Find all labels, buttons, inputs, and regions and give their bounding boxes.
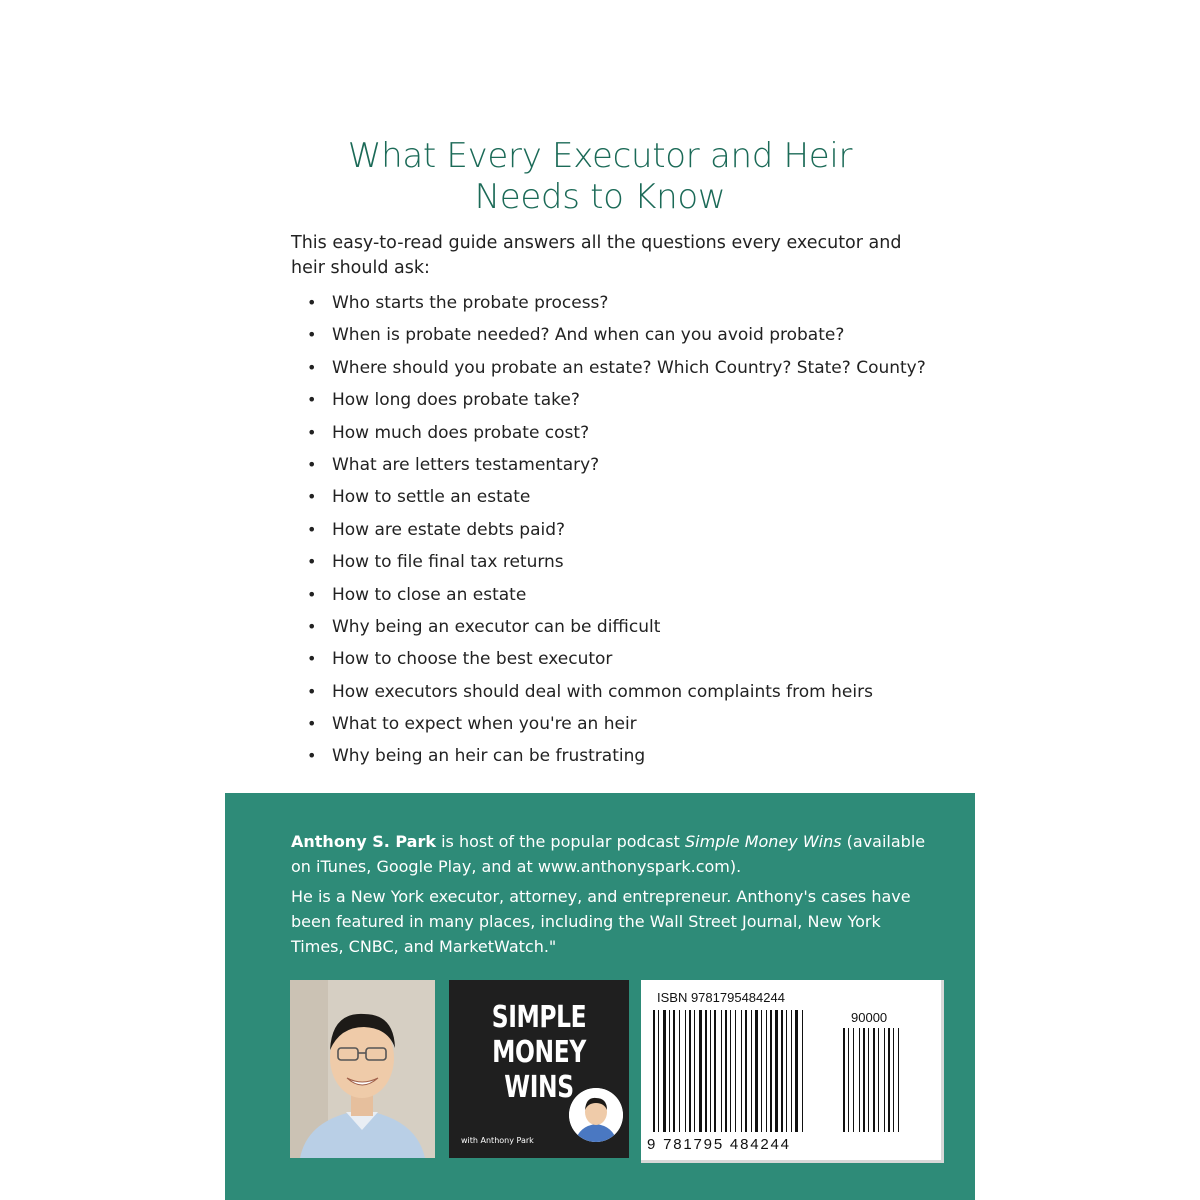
bullet-icon: • <box>307 422 317 442</box>
barcode-bar <box>848 1028 849 1132</box>
barcode-bar <box>853 1028 854 1132</box>
barcode-bar <box>791 1010 792 1132</box>
question-text: Why being an heir can be frustrating <box>332 746 646 767</box>
podcast-title-line-1: SIMPLE <box>491 1000 587 1035</box>
cover-heading <box>225 136 975 218</box>
bullet-icon: • <box>307 357 317 377</box>
question-text: How to choose the best executor <box>332 649 613 670</box>
question-text: Why being an executor can be difficult <box>332 616 661 637</box>
barcode-bar <box>859 1028 860 1132</box>
barcode-bar <box>714 1010 716 1132</box>
list-item <box>302 384 962 416</box>
podcast-title-line-2: MONEY <box>492 1035 586 1070</box>
list-item <box>302 676 962 708</box>
podcast-name: Simple Money Wins <box>684 832 842 851</box>
question-text: How long does probate take? <box>332 390 580 411</box>
barcode-bar <box>888 1028 890 1132</box>
heading-line-2: Needs to Know <box>474 177 726 217</box>
barcode-bar <box>689 1010 691 1132</box>
barcode-bar <box>741 1010 742 1132</box>
bullet-icon: • <box>307 390 317 410</box>
barcode-bar <box>755 1010 758 1132</box>
list-item <box>302 708 962 740</box>
question-text: How executors should deal with common complaints from heirs <box>332 681 873 702</box>
barcode-bar <box>884 1028 885 1132</box>
bullet-icon: • <box>307 325 317 345</box>
barcode-bar <box>751 1010 752 1132</box>
bullet-icon: • <box>307 293 317 312</box>
bullet-icon: • <box>307 487 317 507</box>
bio-paragraph-2: He is a New York executor, attorney, and entrepreneur. Anthony's cases have been featured in many places, including the Wall Street Journal, New York Times, CNBC, and MarketWatch." <box>291 887 911 956</box>
podcast-host-avatar <box>569 1088 623 1142</box>
barcode-bar <box>669 1010 670 1132</box>
bio-text-a: is host of the popular podcast <box>436 832 685 851</box>
author-panel <box>225 793 975 1200</box>
question-text: What are letters testamentary? <box>332 454 600 475</box>
question-text: How to close an estate <box>332 584 527 605</box>
barcode-bar <box>685 1010 686 1132</box>
barcode-bar <box>786 1010 787 1132</box>
list-item <box>302 643 962 675</box>
list-item <box>302 417 962 449</box>
bullet-icon: • <box>307 454 317 474</box>
question-text: Where should you probate an estate? Which Country? State? County? <box>332 357 926 378</box>
barcode-bar <box>868 1028 869 1132</box>
barcode-bar <box>893 1028 894 1132</box>
list-item <box>302 481 962 513</box>
list-item <box>302 740 962 772</box>
bullet-icon: • <box>307 714 317 734</box>
barcode-bar <box>658 1010 659 1132</box>
bullet-icon: • <box>307 519 317 539</box>
isbn-digits: 9 781795 484244 <box>647 1136 791 1153</box>
barcode-bar <box>679 1010 680 1132</box>
list-item <box>302 319 962 351</box>
list-item <box>302 611 962 643</box>
podcast-cover <box>449 980 629 1158</box>
question-text: How are estate debts paid? <box>332 519 566 540</box>
barcode-bar <box>705 1010 707 1132</box>
barcode-bar <box>795 1010 798 1132</box>
barcode-bar <box>673 1010 675 1132</box>
barcode-bar <box>694 1010 695 1132</box>
barcode-bar <box>663 1010 666 1132</box>
list-item <box>302 449 962 481</box>
barcode-bar <box>761 1010 762 1132</box>
podcast-title-line-3: WINS <box>504 1070 574 1105</box>
question-text: Who starts the probate process? <box>332 293 609 313</box>
list-item <box>302 352 962 384</box>
barcode-bar <box>745 1010 747 1132</box>
barcode-bar <box>873 1028 875 1132</box>
bullet-icon: • <box>307 681 317 701</box>
question-text: What to expect when you're an heir <box>332 714 637 735</box>
question-text: When is probate needed? And when can you avoid probate? <box>332 325 845 346</box>
barcode-bar <box>781 1010 783 1132</box>
book-back-cover <box>225 0 975 1200</box>
barcode-bar <box>843 1028 845 1132</box>
question-list <box>302 287 962 773</box>
list-item <box>302 287 962 319</box>
barcode-bar <box>730 1010 731 1132</box>
bullet-icon: • <box>307 584 317 604</box>
author-photo <box>290 980 435 1158</box>
isbn-label: ISBN 9781795484244 <box>657 990 785 1005</box>
price-code: 90000 <box>851 1010 888 1025</box>
list-item <box>302 579 962 611</box>
barcode-bar <box>653 1010 655 1132</box>
barcode-bar <box>775 1010 778 1132</box>
heading-line-1: What Every Executor and Heir <box>347 136 853 176</box>
barcode-bar <box>802 1010 803 1132</box>
barcode-bar <box>863 1028 865 1132</box>
barcode-bar <box>710 1010 711 1132</box>
barcode-bar <box>770 1010 772 1132</box>
isbn-barcode <box>641 980 944 1163</box>
list-item <box>302 514 962 546</box>
barcode-bar <box>725 1010 727 1132</box>
intro-text: This easy-to-read guide answers all the questions every executor and heir should ask: <box>291 233 902 278</box>
barcode-bar <box>878 1028 879 1132</box>
bio-paragraph-1 <box>291 829 931 879</box>
question-text: How to file final tax returns <box>332 552 564 573</box>
question-text: How much does probate cost? <box>332 422 590 443</box>
podcast-host-credit: with Anthony Park <box>461 1136 534 1145</box>
bullet-icon: • <box>307 746 317 766</box>
bio-text-b: (available on iTunes, Google Play, and at www.anthonyspark.com). <box>291 832 926 876</box>
barcode-bar <box>735 1010 736 1132</box>
barcode-bar <box>699 1010 702 1132</box>
bullet-icon: • <box>307 649 317 669</box>
author-bio <box>291 829 931 964</box>
question-text: How to settle an estate <box>332 487 531 508</box>
barcode-bar <box>766 1010 767 1132</box>
bullet-icon: • <box>307 616 317 636</box>
barcode-bar <box>898 1028 899 1132</box>
barcode-bar <box>721 1010 722 1132</box>
author-name: Anthony S. Park <box>291 832 436 851</box>
list-item <box>302 546 962 578</box>
bullet-icon: • <box>307 552 317 572</box>
